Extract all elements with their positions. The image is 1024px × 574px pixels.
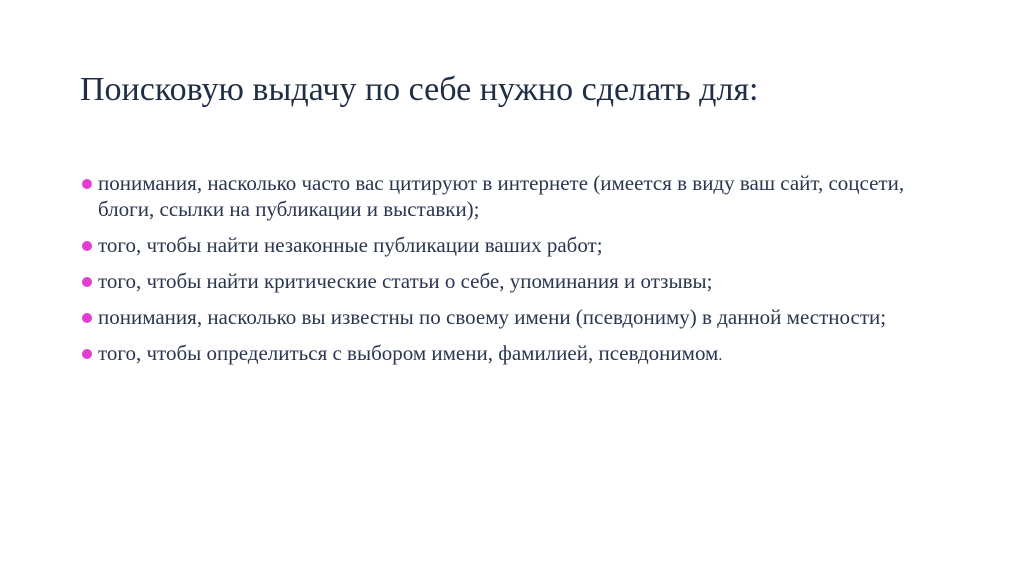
bullet-text: понимания, насколько часто вас цитируют в интернете (имеется в виду ваш сайт, соцсети, блоги, ссылки на публикации и выставки); — [98, 171, 905, 221]
bullet-item — [80, 170, 960, 222]
bullet-text-main: того, чтобы определиться с выбором имени, фамилией, псевдонимом — [98, 341, 719, 365]
bullet-text-period: . — [718, 347, 723, 364]
slide-title: Поисковую выдачу по себе нужно сделать для: — [80, 71, 759, 108]
bullet-dot-icon — [82, 313, 92, 323]
bullet-list — [80, 170, 960, 379]
bullet-text — [98, 340, 960, 369]
bullet-item — [80, 340, 960, 369]
bullet-dot-icon — [82, 277, 92, 287]
bullet-text: того, чтобы найти критические статьи о себе, упоминания и отзывы; — [98, 269, 713, 293]
bullet-text: того, чтобы найти незаконные публикации ваших работ; — [98, 233, 603, 257]
bullet-item — [80, 268, 960, 294]
bullet-dot-icon — [82, 179, 92, 189]
bullet-item — [80, 304, 960, 330]
bullet-text: понимания, насколько вы известны по своему имени (псевдониму) в данной местности; — [98, 305, 887, 329]
bullet-dot-icon — [82, 349, 92, 359]
bullet-dot-icon — [82, 241, 92, 251]
bullet-item — [80, 232, 960, 258]
